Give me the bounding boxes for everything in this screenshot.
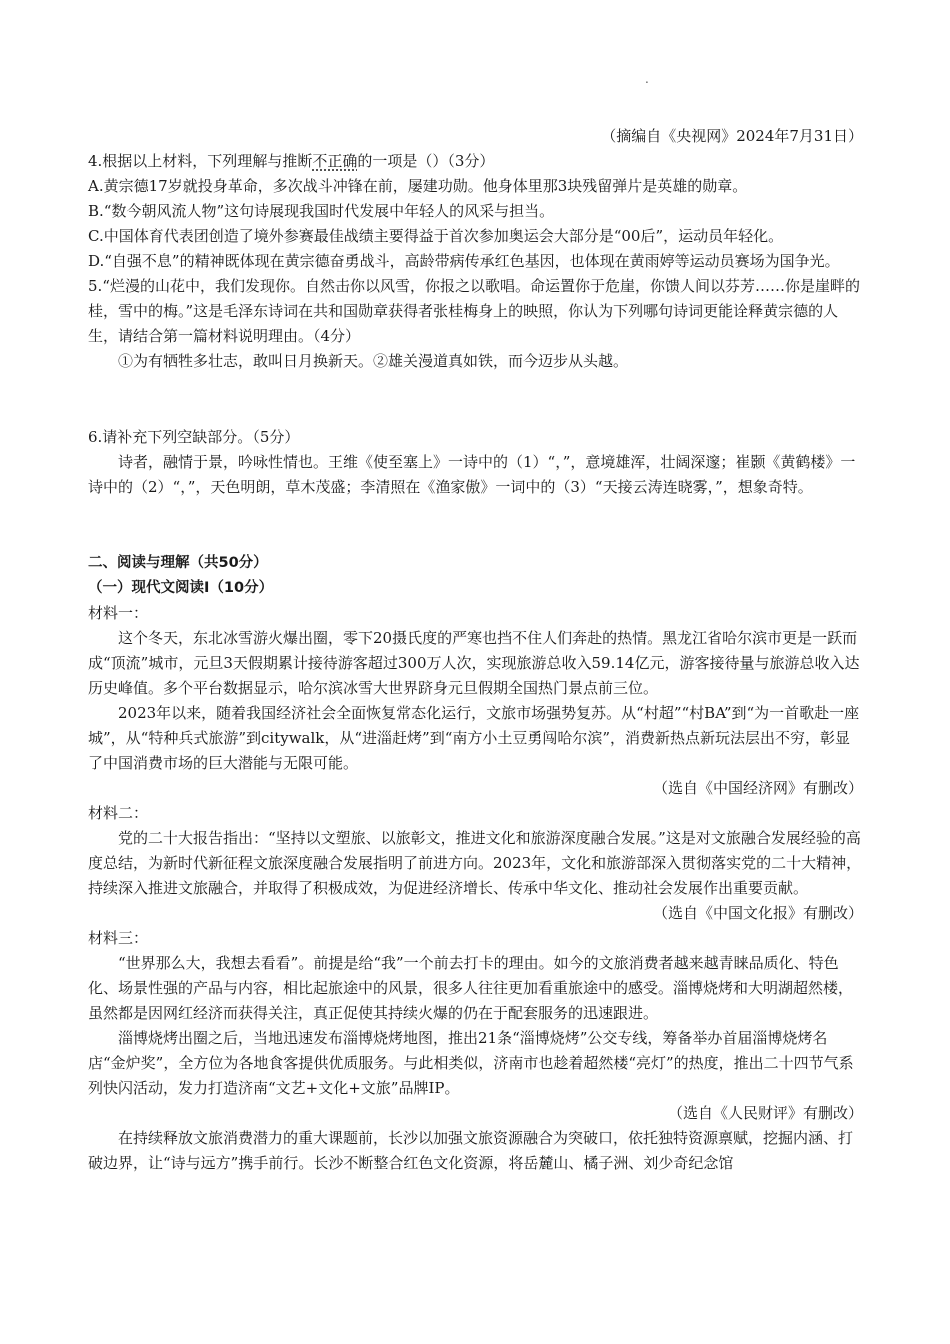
question-6-title: 6.请补充下列空缺部分。（5分） xyxy=(88,428,300,446)
source-citation-1: （摘编自《央视网》2024年7月31日） xyxy=(601,127,863,145)
material-2-label: 材料二： xyxy=(88,804,149,822)
page-mark: . xyxy=(645,72,649,86)
question-4-stem xyxy=(88,149,863,174)
q4-option-b: B.“数今朝风流人物”这句诗展现我国时代发展中年轻人的风采与担当。 xyxy=(88,202,555,220)
q4-option-c: C.中国体育代表团创造了境外参赛最佳战绩主要得益于首次参加奥运会大部分是“00后”，运动员年轻化。 xyxy=(88,227,784,245)
material-4-para-1: 在持续释放文旅消费潜力的重大课题前，长沙以加强文旅资源融合为突破口，依托独特资源禀赋，挖掘内涵、打破边界，让“诗与远方”携手前行。长沙不断整合红色文化资源，将岳麓山、橘子洲、刘少奇纪念馆 xyxy=(88,1129,854,1172)
q4-option-d: D.“自强不息”的精神既体现在黄宗德奋勇战斗，高龄带病传承红色基因，也体现在黄雨婷等运动员赛场为国争光。 xyxy=(88,252,840,270)
material-1-para-1: 这个冬天，东北冰雪游火爆出圈，零下20摄氏度的严寒也挡不住人们奔赴的热情。黑龙江省哈尔滨市更是一跃而成“顶流”城市，元旦3天假期累计接待游客超过300万人次，实现旅游总收入59.14亿元，游客接待量与旅游总收入达历史峰值。多个平台数据显示，哈尔滨冰雪大世界跻身元旦假期全国热门景点前三位。 xyxy=(88,629,860,697)
q4-option-a: A.黄宗德17岁就投身革命，多次战斗冲锋在前，屡建功勋。他身体里那3块残留弹片是英雄的勋章。 xyxy=(88,177,748,195)
material-3-para-2: 淄博烧烤出圈之后，当地迅速发布淄博烧烤地图，推出21条“淄博烧烤”公交专线，筹备举办首届淄博烧烤名店“金炉奖”，全方位为各地食客提供优质服务。与此相类似，济南市也趁着超然楼“亮灯”的热度，推出二十四节气系列快闪活动，发力打造济南“文艺+文化+文旅”品牌IP。 xyxy=(88,1029,854,1097)
q4-emphasis: 不正确 xyxy=(312,152,358,170)
q4-suffix: 的一项是（）（3分） xyxy=(357,152,495,170)
section-2-subtitle: （一）现代文阅读Ⅰ（10分） xyxy=(88,580,274,596)
material-3-source: （选自《人民财评》有删改） xyxy=(667,1104,863,1122)
section-2-title: 二、阅读与理解（共50分） xyxy=(88,555,268,571)
material-1-source: （选自《中国经济网》有删改） xyxy=(652,779,863,797)
q4-prefix: 4.根据以上材料，下列理解与推断 xyxy=(88,152,313,170)
question-6 xyxy=(88,425,863,500)
material-1-label: 材料一： xyxy=(88,604,149,622)
material-1-para-2: 2023年以来，随着我国经济社会全面恢复常态化运行，文旅市场强势复苏。从“村超”“村BA”到“为一首歌赴一座城”，从“特种兵式旅游”到citywalk，从“进淄赶烤”到“南方小土豆勇闯哈尔滨”，消费新热点新玩法层出不穷，彰显了中国消费市场的巨大潜能与无限可能。 xyxy=(88,704,860,772)
material-3-para-1: “世界那么大，我想去看看”。前提是给“我”一个前去打卡的理由。如今的文旅消费者越来越青睐品质化、特色化、场景性强的产品与内容，相比起旅途中的风景，很多人往往更加看重旅途中的感受。淄博烧烤和大明湖超然楼，虽然都是因网红经济而获得关注，真正促使其持续火爆的仍在于配套服务的迅速跟进。 xyxy=(88,954,854,1022)
section-2 xyxy=(88,551,863,1176)
question-4 xyxy=(88,149,863,374)
question-6-text: 诗者，融情于景，吟咏性情也。王维《使至塞上》一诗中的（1）“，”，意境雄浑，壮阔深邃；崔颢《黄鹤楼》一诗中的（2）“，”，天色明朗，草木茂盛；李清照在《渔家傲》一词中的（3）“天接云涛连晓雾，”，想象奇特。 xyxy=(88,453,856,496)
material-2-source: （选自《中国文化报》有删改） xyxy=(652,904,863,922)
material-3-label: 材料三： xyxy=(88,929,149,947)
question-5-stem: 5.“烂漫的山花中，我们发现你。自然击你以风雪，你报之以歌唱。命运置你于危崖，你馈人间以芬芳……你是崖畔的桂，雪中的梅。”这是毛泽东诗词在共和国勋章获得者张桂梅身上的映照，你认为下列哪句诗词更能诠释黄宗德的人生，请结合第一篇材料说明理由。（4分） xyxy=(88,277,860,345)
material-2-para-1: 党的二十大报告指出：“坚持以文塑旅、以旅彰文，推进文化和旅游深度融合发展。”这是对文旅融合发展经验的高度总结，为新时代新征程文旅深度融合发展指明了前进方向。2023年，文化和旅游部深入贯彻落实党的二十大精神，持续深入推进文旅融合，并取得了积极成效，为促进经济增长、传承中华文化、推动社会发展作出重要贡献。 xyxy=(88,829,862,897)
q5-options: ①为有牺牲多壮志，敢叫日月换新天。②雄关漫道真如铁，而今迈步从头越。 xyxy=(118,352,629,370)
